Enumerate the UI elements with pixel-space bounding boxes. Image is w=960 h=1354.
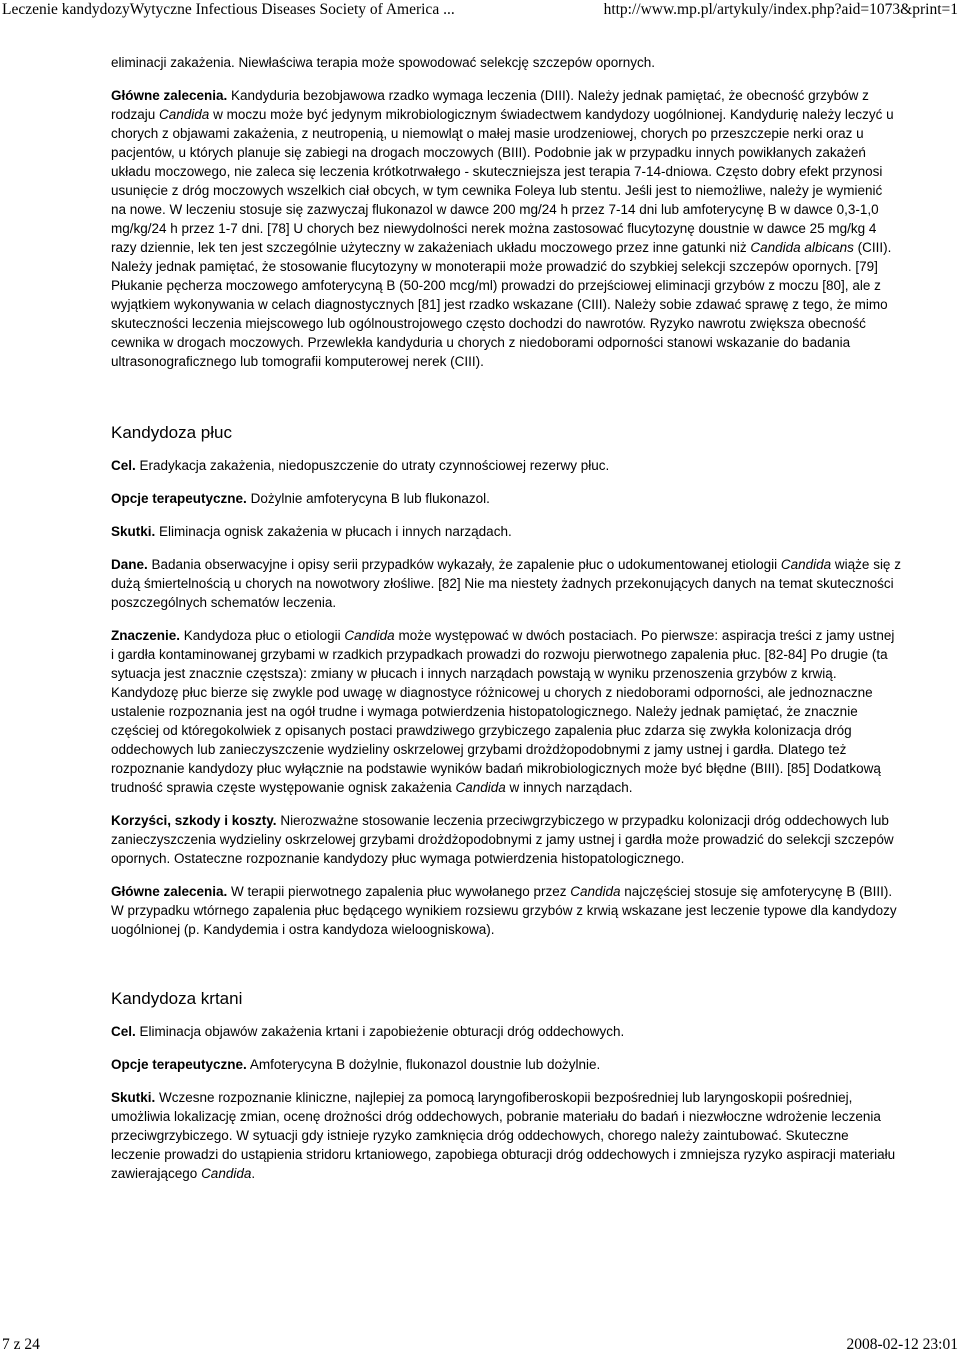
label-significance: Znaczenie. bbox=[111, 628, 181, 643]
lung-effects-paragraph bbox=[111, 522, 901, 541]
lung-benefits-paragraph bbox=[111, 811, 901, 868]
section-spacer bbox=[111, 371, 901, 422]
page-header-title: Leczenie kandydozyWytyczne Infectious Diseases Society of America ... bbox=[2, 1, 455, 18]
larynx-effects-paragraph bbox=[111, 1088, 901, 1183]
print-header bbox=[0, 0, 960, 20]
paragraph-text: Amfoterycyna B dożylnie, flukonazol doustnie lub dożylnie. bbox=[246, 1057, 601, 1072]
paragraph-text: Wczesne rozpoznanie kliniczne, najlepiej za pomocą laryngofiberoskopii bezpośredniej lub laryngoskopii pośredniej, umożliwia lokalizację zmian, ocenę drożności dróg oddechowych, pobranie materiału do badań i niezwłoczne wdrożenie leczenia przeciwgrzybiczego. W sytuacji gdy istnieje ryzyko zamknięcia dróg oddechowych, chorego należy zaintubować. Skuteczne leczenie prowadzi do ustąpienia stridoru krtaniowego, zapobiega obturacji dróg oddechowych i zmniejsza ryzyko aspiracji materiału zawierającego bbox=[111, 1090, 896, 1181]
lung-options-paragraph bbox=[111, 489, 901, 508]
label-main-recommendations: Główne zalecenia. bbox=[111, 88, 228, 103]
paragraph-text: Kandydoza płuc o etiologii bbox=[180, 628, 345, 643]
label-main-recommendations: Główne zalecenia. bbox=[111, 884, 228, 899]
italic-term: Candida bbox=[570, 884, 621, 899]
paragraph-text: Badania obserwacyjne i opisy serii przypadków wykazały, że zapalenie płuc o udokumentowanej etiologii bbox=[147, 557, 781, 572]
paragraph-text: Eliminacja ognisk zakażenia w płucach i innych narządach. bbox=[155, 524, 512, 539]
italic-term: Candida bbox=[455, 780, 506, 795]
intro-paragraph: eliminacji zakażenia. Niewłaściwa terapia może spowodować selekcję szczepów opornych. bbox=[111, 55, 656, 70]
print-datetime: 2008-02-12 23:01 bbox=[846, 1336, 958, 1353]
italic-term: Candida bbox=[344, 628, 395, 643]
uti-recommendations-paragraph bbox=[111, 86, 901, 371]
paragraph-text: Dożylnie amfoterycyna B lub flukonazol. bbox=[246, 491, 490, 506]
lung-goal-paragraph bbox=[111, 456, 901, 475]
print-footer bbox=[0, 1335, 960, 1354]
larynx-options-paragraph bbox=[111, 1055, 901, 1074]
page-header-url: http://www.mp.pl/artykuly/index.php?aid=1073&print=1 bbox=[603, 1, 958, 18]
paragraph-text: w moczu może być jedynym mikrobiologicznym świadectwem kandydozy uogólnionej. Kandydurię należy leczyć u chorych z objawami zakażenia, z neutropenią, u niemowląt o małej masie urodzeniowej, chorych po przeszczepie nerki oraz u pacjentów, u których planuje się zabiegi na drogach moczowych (BIII). Podobnie jak w przypadku innych powikłanych zakażeń układu moczowego, nie zaleca się leczenia krótkotrwałego - skuteczniejsza jest terapia 7-14-dniowa. Często dobry efekt przynosi usunięcie z dróg moczowych wszelkich ciał obcych, w tym cewnika Foleya lub stentu. Jeśli jest to niemożliwe, należy je wymienić na nowe. W leczeniu stosuje się zazwyczaj flukonazol w dawce 200 mg/24 h przez 7-14 dni lub amfoterycynę B w dawce 0,3-1,0 mg/kg/24 h przez 1-7 dni. [78] U chorych bez niewydolności nerek można zastosować flucytozynę doustnie w dawce 25 mg/kg 4 razy dziennie, lek ten jest szczególnie użyteczny w zakażeniach układu moczowego przez inne gatunki niż bbox=[111, 107, 894, 255]
label-goal: Cel. bbox=[111, 458, 136, 473]
paragraph-text: Nierozważne stosowanie leczenia przeciwgrzybiczego w przypadku kolonizacji dróg oddechowych lub zanieczyszczenia wydzieliny oskrzelowej grzybami drożdżopodobnymi z jamy ustnej i gardła może prowadzić do selekcji szczepów opornych. Ostateczne rozpoznanie kandydozy płuc wymaga potwierdzenia histopatologicznego. bbox=[111, 813, 894, 866]
italic-term: Candida albicans bbox=[750, 240, 854, 255]
italic-term: Candida bbox=[780, 557, 832, 572]
paragraph-text: najczęściej stosuje się amfoterycynę B (BIII). W przypadku wtórnego zapalenia płuc będącego wynikiem rozsiewu grzybów z krwią wskazane jest leczenie typowe dla kandydozy uogólnionej (p. Kandydemia i ostra kandydoza wieloogniskowa). bbox=[111, 884, 897, 937]
label-effects: Skutki. bbox=[111, 1090, 156, 1105]
paragraph-text: Kandyduria bezobjawowa rzadko wymaga leczenia (DIII). Należy jednak pamiętać, że obecność grzybów z rodzaju bbox=[111, 88, 869, 122]
paragraph-text: w innych narządach. bbox=[505, 780, 633, 795]
section-heading-lung: Kandydoza płuc bbox=[111, 423, 232, 442]
section-heading-larynx: Kandydoza krtani bbox=[111, 989, 243, 1008]
label-options: Opcje terapeutyczne. bbox=[111, 491, 247, 506]
article-body bbox=[111, 53, 901, 1183]
lung-recommendations-paragraph bbox=[111, 882, 901, 939]
label-goal: Cel. bbox=[111, 1024, 136, 1039]
larynx-goal-paragraph bbox=[111, 1022, 901, 1041]
paragraph-text: (CIII). Należy jednak pamiętać, że stosowanie flucytozyny w monoterapii może prowadzić do szybkiej selekcji szczepów opornych. [79] Płukanie pęcherza moczowego amfoterycyną B (50-200 mcg/ml) prowadzi do przejściowej eliminacji grzybów z moczu [80], ale z wyjątkiem wykonywania w celach diagnostycznych [81] jest rzadko wskazane (CIII). Należy sobie zdawać sprawę z tego, że mimo skuteczności leczenia miejscowego lub ogólnoustrojowego często dochodzi do nawrotów. Ryzyko nawrotu zwiększa obecność cewnika w drogach moczowych. Przewlekła kandyduria u chorych z niedoborami odporności stanowi wskazanie do badania ultrasonograficznego lub tomografii komputerowej nerek (CIII). bbox=[111, 240, 892, 369]
paragraph-text: Eliminacja objawów zakażenia krtani i zapobieżenie obturacji dróg oddechowych. bbox=[135, 1024, 625, 1039]
paragraph-text: Eradykacja zakażenia, niedopuszczenie do utraty czynnościowej rezerwy płuc. bbox=[135, 458, 610, 473]
italic-term: Candida bbox=[201, 1166, 252, 1181]
section-spacer bbox=[111, 939, 901, 988]
label-benefits: Korzyści, szkody i koszty. bbox=[111, 813, 277, 828]
label-options: Opcje terapeutyczne. bbox=[111, 1057, 247, 1072]
label-effects: Skutki. bbox=[111, 524, 156, 539]
italic-term: Candida bbox=[159, 107, 210, 122]
paragraph-text: może występować w dwóch postaciach. Po pierwsze: aspiracja treści z jamy ustnej i gardła kontaminowanej grzybami w rzadkich przypadkach prowadzi do rozwoju pierwotnego zapalenia płuc. [82-84] Po drugie (ta sytuacja jest znacznie częstsza): zmiany w płucach i innych narządach powstają w wyniku przenoszenia grzybów z krwią. Kandydozę płuc bierze się zwykle pod uwagę w diagnostyce różnicowej u chorych z niedoborami odporności, ale jednoznaczne ustalenie rozpoznania jest na ogół trudne i wymaga potwierdzenia histopatologicznego. Należy jednak pamiętać, że znacznie częściej od któregokolwiek z opisanych postaci prawdziwego grzybiczego zapalenia płuc zdarza się zwykła kolonizacja dróg oddechowych lub zanieczyszczenie wydzieliny oskrzelowej grzybami drożdżopodobnymi z jamy ustnej i gardła. Dlatego też rozpoznanie kandydozy płuc wyłącznie na podstawie wyników badań mikrobiologicznych może być błędne (BIII). [85] Dodatkową trudność sprawia częste występowanie ognisk zakażenia bbox=[111, 628, 895, 795]
lung-significance-paragraph bbox=[111, 626, 901, 797]
label-data: Dane. bbox=[111, 557, 148, 572]
page-counter: 7 z 24 bbox=[2, 1336, 40, 1353]
paragraph-text: wiąże się z dużą śmiertelnością u chorych na nowotwory złośliwe. [82] Nie ma niestety żadnych przekonujących danych na temat skuteczności poszczególnych schematów leczenia. bbox=[111, 557, 901, 610]
paragraph-text: W terapii pierwotnego zapalenia płuc wywołanego przez bbox=[227, 884, 571, 899]
lung-data-paragraph bbox=[111, 555, 901, 612]
paragraph-text: . bbox=[251, 1166, 256, 1181]
